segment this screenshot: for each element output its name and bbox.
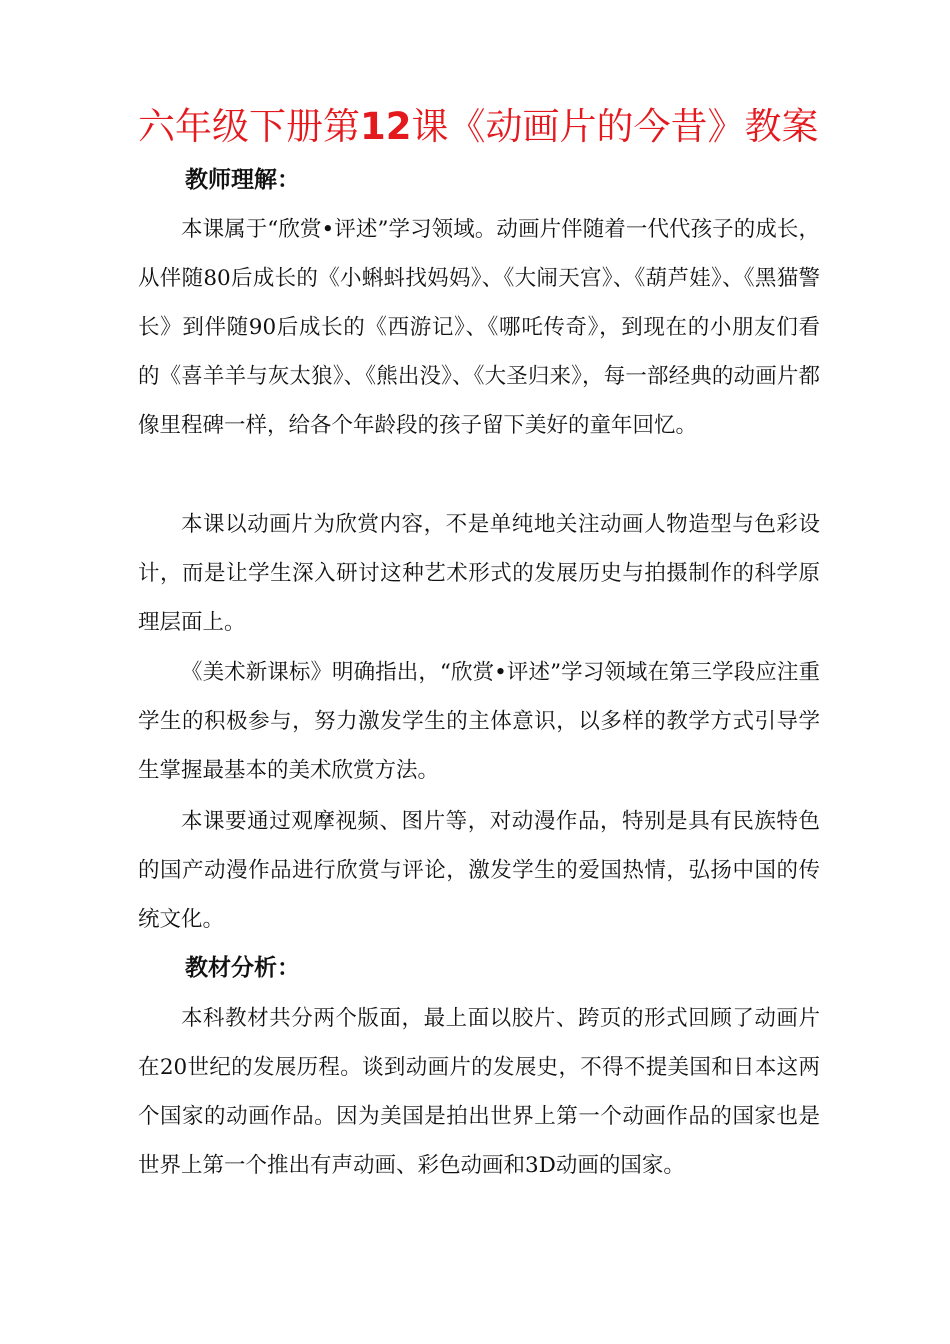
section-heading-teacher-understanding: 教师理解： bbox=[185, 166, 300, 193]
paragraph-course-goal: 本课要通过观摩视频、图片等，对动漫作品，特别是具有民族特色的国产动漫作品进行欣赏与评论，激发学生的爱国热情，弘扬中国的传统文化。 bbox=[138, 809, 820, 932]
paragraph-material-analysis: 本科教材共分两个版面，最上面以胶片、跨页的形式回顾了动画片在20世纪的发展历程。谈到动画片的发展史，不得不提美国和日本这两个国家的动画作品。因为美国是拍出世界上第一个动画作品的国家也是世界上第一个推出有声动画、彩色动画和3D动画的国家。 bbox=[138, 1006, 820, 1178]
title-prefix: 六年级下册第 bbox=[138, 105, 360, 148]
document-title bbox=[138, 104, 918, 150]
paragraph-course-content: 本课以动画片为欣赏内容，不是单纯地关注动画人物造型与色彩设计，而是让学生深入研讨这种艺术形式的发展历史与拍摄制作的科学原理层面上。 bbox=[138, 512, 820, 635]
paragraph-curriculum-standard: 《美术新课标》明确指出，“欣赏•评述”学习领域在第三学段应注重学生的积极参与，努力激发学生的主体意识，以多样的教学方式引导学生掌握最基本的美术欣赏方法。 bbox=[138, 660, 820, 783]
title-lesson-number: 12 bbox=[360, 105, 412, 148]
paragraph-course-domain: 本课属于“欣赏•评述”学习领域。动画片伴随着一代代孩子的成长，从伴随80后成长的《小蝌蚪找妈妈》、《大闹天宫》、《葫芦娃》、《黑猫警长》到伴随90后成长的《西游记》、《哪吒传奇》，到现在的小朋友们看的《喜羊羊与灰太狼》、《熊出没》、《大圣归来》，每一部经典的动画片都像里程碑一样，给各个年龄段的孩子留下美好的童年回忆。 bbox=[138, 217, 820, 438]
title-suffix: 课《动画片的今昔》教案 bbox=[411, 105, 819, 148]
section-heading-material-analysis: 教材分析： bbox=[185, 954, 300, 981]
